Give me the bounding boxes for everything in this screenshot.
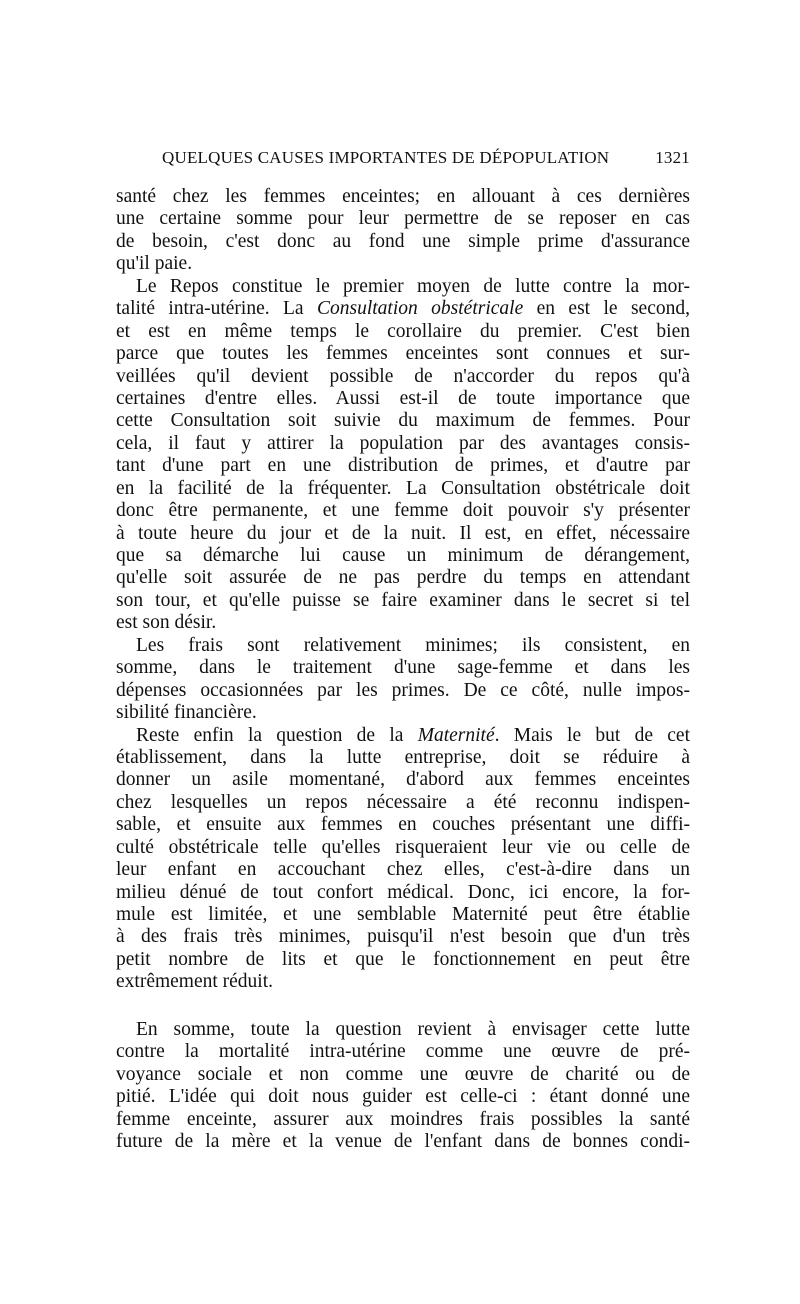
text-line: que sa démarche lui cause un minimum de dérangement, [116, 545, 690, 566]
text-line: milieu dénué de tout confort médical. Donc, ici encore, la for- [116, 881, 690, 903]
text-line: santé chez les femmes enceintes; en allouant à ces dernières [116, 186, 690, 207]
text-line: de besoin, c'est donc au fond une simple prime d'assurance [116, 230, 690, 252]
text-line: donc être permanente, et une femme doit pouvoir s'y présenter [116, 500, 690, 522]
text-line: qu'elle soit assurée de ne pas perdre du temps en attendant [116, 567, 690, 589]
text-line: établissement, dans la lutte entreprise, doit se réduire à [116, 746, 690, 768]
text-line: extrêmement réduit. [116, 971, 274, 993]
italic-term: Maternité [417, 724, 495, 746]
text-line: leur enfant en accouchant chez elles, c'est-à-dire dans un [116, 859, 690, 881]
section-spacer [116, 994, 690, 1019]
text-line: sibilité financière. [116, 702, 257, 724]
text-line: culté obstétricale telle qu'elles risqueraient leur vie ou celle de [116, 836, 690, 858]
text-line: et est en même temps le corollaire du premier. C'est bien [116, 320, 690, 342]
text-line: sable, et ensuite aux femmes en couches présentant une diffi- [116, 814, 690, 836]
text-line: Les frais sont relativement minimes; ils consistent, en [136, 634, 690, 656]
text-line: certaines d'entre elles. Aussi est-il de toute importance que [116, 387, 690, 409]
text-line: veillées qu'il devient possible de n'accorder du repos qu'à [116, 365, 690, 387]
running-title: QUELQUES CAUSES IMPORTANTES DE DÉPOPULATION [162, 148, 610, 167]
text-line: petit nombre de lits et que le fonctionnement en peut être [116, 948, 690, 970]
text-line: son tour, et qu'elle puisse se faire examiner dans le secret si tel [116, 589, 690, 611]
paragraph [116, 725, 690, 994]
text-line: à toute heure du jour et de la nuit. Il est, en effet, nécessaire [116, 522, 690, 544]
text-line: en la facilité de la fréquenter. La Consultation obstétricale doit [116, 477, 690, 499]
text-line: cette Consultation soit suivie du maximum de femmes. Pour [116, 410, 690, 432]
text-line: contre la mortalité intra-utérine comme une œuvre de pré- [116, 1041, 690, 1063]
running-header [116, 148, 690, 172]
text-line: est son désir. [116, 612, 217, 634]
text-line [116, 298, 690, 320]
text-line: dépenses occasionnées par les primes. De ce côté, nulle impos- [116, 679, 690, 701]
text-line: qu'il paie. [116, 253, 193, 275]
text-run: en est le second, [523, 298, 690, 320]
paragraph [116, 186, 690, 276]
text-run: talité intra-utérine. La [116, 298, 317, 320]
text-line: cela, il faut y attirer la population par des avantages consis- [116, 432, 690, 454]
text-line: une certaine somme pour leur permettre de se reposer en cas [116, 208, 690, 230]
paragraph [116, 635, 690, 725]
italic-term: Consultation obstétricale [317, 298, 524, 320]
text-line: voyance sociale et non comme une œuvre de charité ou de [116, 1063, 690, 1085]
text-line: pitié. L'idée qui doit nous guider est celle-ci : étant donné une [116, 1086, 690, 1108]
text-line: Le Repos constitue le premier moyen de lutte contre la mor- [136, 275, 690, 297]
text-line: tant d'une part en une distribution de primes, et d'autre par [116, 455, 690, 477]
paragraph [116, 276, 690, 635]
text-line: femme enceinte, assurer aux moindres frais possibles la santé [116, 1108, 690, 1130]
text-line: mule est limitée, et une semblable Maternité peut être établie [116, 904, 690, 925]
body-text [116, 186, 690, 1153]
text-line: somme, dans le traitement d'une sage-femme et dans les [116, 657, 690, 679]
text-line: parce que toutes les femmes enceintes sont connues et sur- [116, 343, 690, 365]
text-line: à des frais très minimes, puisqu'il n'est besoin que d'un très [116, 926, 690, 948]
text-run: Reste enfin la question de la [136, 724, 418, 746]
text-line: chez lesquelles un repos nécessaire a été reconnu indispen- [116, 791, 690, 813]
paragraph [116, 1019, 690, 1154]
page-number: 1321 [655, 148, 690, 167]
text-run: . Mais le but de cet [494, 724, 690, 746]
text-line: future de la mère et la venue de l'enfant dans de bonnes condi- [116, 1130, 690, 1152]
text-line: donner un asile momentané, d'abord aux femmes enceintes [116, 769, 690, 791]
text-line [116, 725, 690, 747]
text-line: En somme, toute la question revient à envisager cette lutte [136, 1018, 690, 1040]
